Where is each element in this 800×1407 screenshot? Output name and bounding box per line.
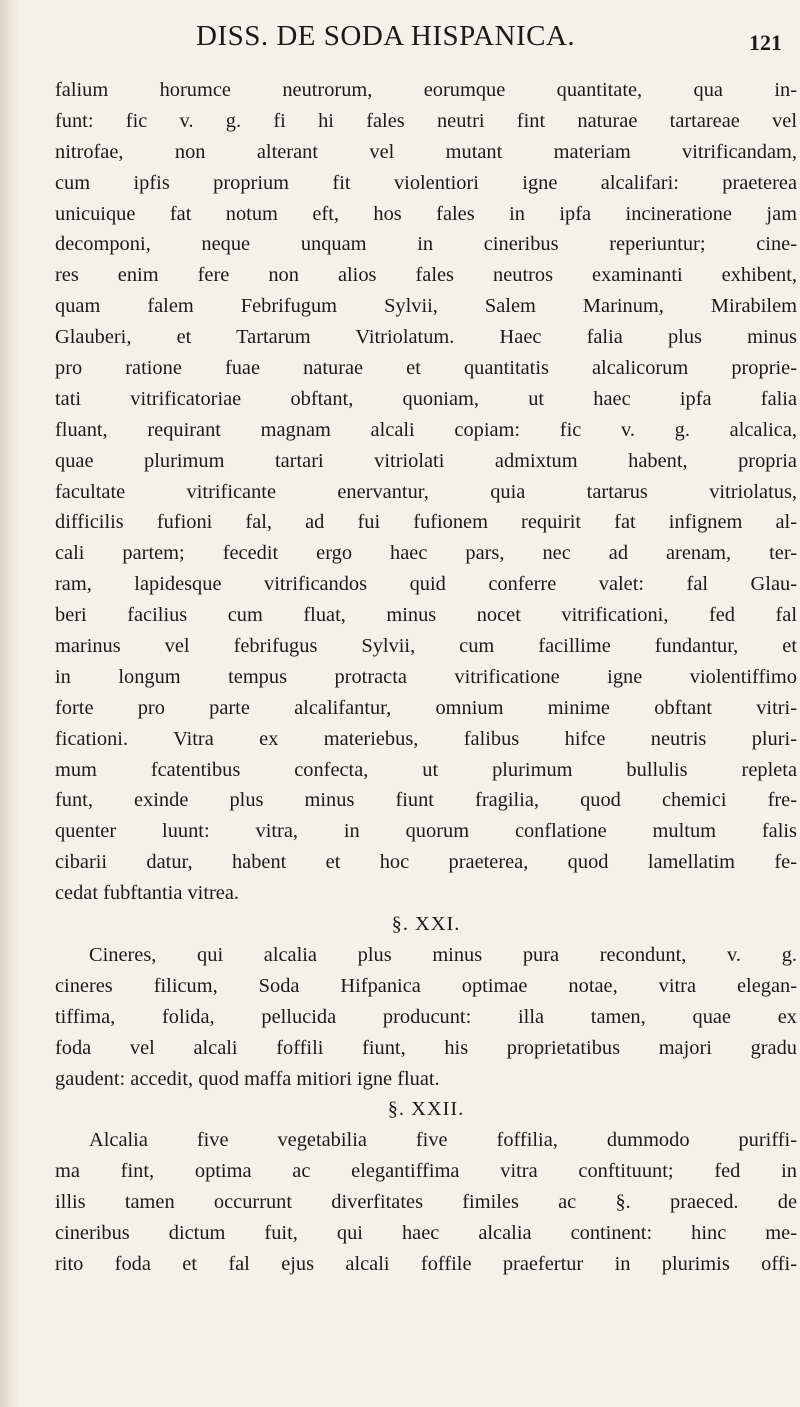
running-head	[0, 20, 800, 60]
text-line: cum ipfis proprium fit violentiori igne alcalifari: praeterea	[55, 171, 797, 194]
section-heading-22: §. XXII.	[387, 1098, 465, 1121]
text-line: Cineres, qui alcalia plus minus pura recondunt, v. g.	[89, 943, 797, 966]
paragraph-1	[55, 75, 797, 909]
text-line: beri facilius cum fluat, minus nocet vitrificationi, fed fal	[55, 604, 797, 627]
text-line: quam falem Febrifugum Sylvii, Salem Marinum, Mirabilem	[55, 295, 797, 318]
text-line: facultate vitrificante enervantur, quia tartarus vitriolatus,	[55, 480, 797, 503]
text-line: foda vel alcali foffili fiunt, his proprietatibus majori gradu	[55, 1036, 797, 1059]
text-line: ma fint, optima ac elegantiffima vitra conftituunt; fed in	[55, 1160, 797, 1183]
text-line: mum fcatentibus confecta, ut plurimum bullulis repleta	[55, 758, 797, 781]
text-line: unicuique fat notum eft, hos fales in ipfa incineratione jam	[55, 202, 797, 225]
text-line: cineribus dictum fuit, qui haec alcalia continent: hinc me-	[55, 1221, 797, 1244]
section-21-paragraph	[55, 940, 797, 1094]
text-line: in longum tempus protracta vitrificatione igne violentiffimo	[55, 665, 797, 688]
text-line: falium horumce neutrorum, eorumque quantitate, qua in-	[55, 79, 797, 101]
text-line: cibarii datur, habent et hoc praeterea, quod lamellatim fe-	[55, 851, 797, 874]
text-line: rito foda et fal ejus alcali foffile praefertur in plurimis offi-	[55, 1252, 797, 1275]
text-line: nitrofae, non alterant vel mutant materiam vitrificandam,	[55, 140, 797, 163]
text-line: ram, lapidesque vitrificandos quid conferre valet: fal Glau-	[55, 573, 797, 596]
text-line: gaudent: accedit, quod maffa mitiori igne fluat.	[55, 1067, 440, 1090]
text-line: difficilis fufioni fal, ad fui fufionem requirit fat infignem al-	[55, 511, 797, 534]
text-line: pro ratione fuae naturae et quantitatis alcalicorum proprie-	[55, 357, 797, 380]
text-line: illis tamen occurrunt diverfitates fimiles ac §. praeced. de	[55, 1191, 797, 1214]
text-line: quenter luunt: vitra, in quorum conflatione multum falis	[55, 820, 797, 843]
running-title: DISS. DE SODA HISPANICA.	[196, 20, 576, 52]
text-line: cineres filicum, Soda Hifpanica optimae notae, vitra elegan-	[55, 974, 797, 997]
text-line: marinus vel febrifugus Sylvii, cum facillime fundantur, et	[55, 635, 797, 658]
text-line: Glauberi, et Tartarum Vitriolatum. Haec falia plus minus	[55, 326, 797, 349]
text-line: cali partem; fecedit ergo haec pars, nec ad arenam, ter-	[55, 542, 797, 565]
text-line: ficationi. Vitra ex materiebus, falibus hifce neutris pluri-	[55, 727, 797, 750]
page-gutter-shadow	[0, 0, 18, 1407]
section-22-paragraph	[55, 1125, 797, 1279]
page-number: 121	[749, 30, 782, 55]
text-line: decomponi, neque unquam in cineribus reperiuntur; cine-	[55, 233, 797, 256]
text-line: Alcalia five vegetabilia five foffilia, dummodo puriffi-	[89, 1129, 797, 1152]
section-heading-21: §. XXI.	[391, 913, 461, 936]
text-line: cedat fubftantia vitrea.	[55, 882, 239, 905]
text-line: funt: fic v. g. fi hi fales neutri fint naturae tartareae vel	[55, 109, 797, 132]
text-line: quae plurimum tartari vitriolati admixtum habent, propria	[55, 449, 797, 472]
text-line: fluant, requirant magnam alcali copiam: fic v. g. alcalica,	[55, 418, 797, 441]
text-line: res enim fere non alios fales neutros examinanti exhibent,	[55, 264, 797, 287]
text-line: funt, exinde plus minus fiunt fragilia, quod chemici fre-	[55, 789, 797, 812]
text-line: tati vitrificatoriae obftant, quoniam, ut haec ipfa falia	[55, 387, 797, 410]
body-text	[55, 75, 797, 1280]
text-line: forte pro parte alcalifantur, omnium minime obftant vitri-	[55, 696, 797, 719]
text-line: tiffima, folida, pellucida producunt: illa tamen, quae ex	[55, 1005, 797, 1028]
